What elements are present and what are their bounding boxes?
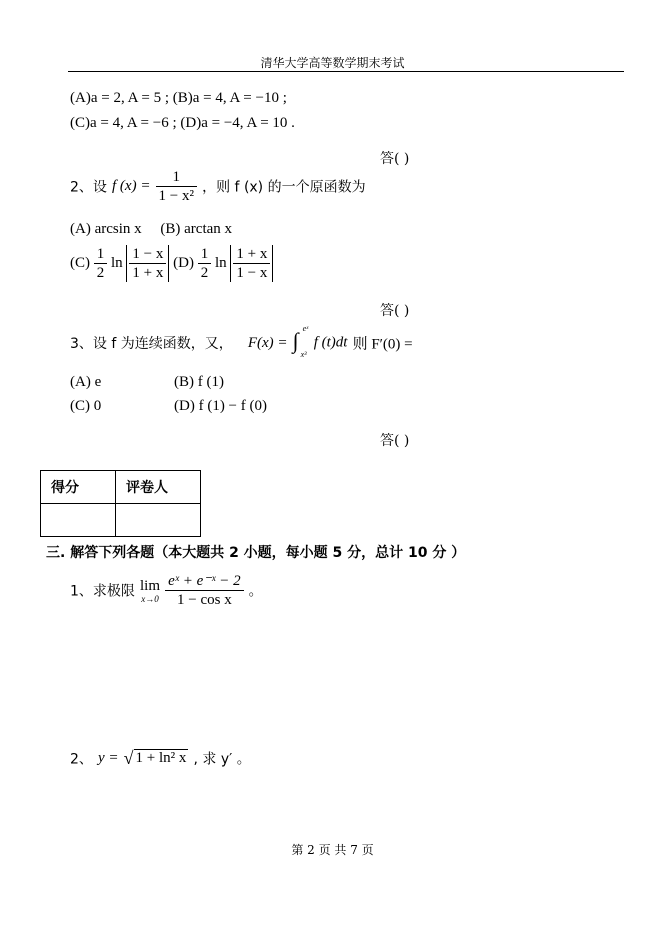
q3-answer-blank: 答( ) <box>380 433 410 449</box>
problem-1-fraction <box>165 572 243 609</box>
q2-frac-c-den: 1 + x <box>132 265 164 281</box>
problem-2 <box>70 748 251 772</box>
score-cell[interactable] <box>41 504 116 537</box>
q3-option-c: (C) 0 <box>70 398 102 414</box>
q2-option-b: (B) arctan x <box>160 221 233 237</box>
q2-denominator: 1 − x² <box>158 188 195 204</box>
problem-1-numerator: eˣ + e⁻ˣ − 2 <box>165 572 243 591</box>
q3-integrand: f (t)dt <box>313 334 348 351</box>
problem-1-lim: lim <box>140 577 161 594</box>
q2-stem <box>70 168 366 214</box>
score-header: 得分 <box>41 471 116 504</box>
problem-2-y: y = <box>98 750 119 766</box>
q2-prefix: 2、设 <box>70 179 107 196</box>
problem-1-limit <box>140 578 160 604</box>
problem-2-prefix: 2、 <box>70 751 93 768</box>
grader-cell[interactable] <box>116 504 201 537</box>
problem-1-prefix: 1、求极限 <box>70 583 135 600</box>
problem-1-end: 。 <box>248 583 263 600</box>
section-3-heading: 三. 解答下列各题（本大题共 2 小题，每小题 5 分，总计 10 分 ） <box>46 545 466 561</box>
page-header-title: 清华大学高等数学期末考试 <box>260 56 405 70</box>
q2-option-c-label: (C) <box>70 255 90 271</box>
q2-options-ab <box>70 221 232 238</box>
q2-half-c-den: 2 <box>96 265 105 281</box>
q2-half-c <box>94 245 108 282</box>
q2-half-d-num: 1 <box>198 245 212 264</box>
q3-upper-limit: eˣ <box>302 324 309 333</box>
problem-2-suffix: , 求 y′ 。 <box>193 751 251 768</box>
q3-lower-limit: x³ <box>300 350 307 359</box>
q3-option-b: (B) f (1) <box>174 374 224 390</box>
q2-abs-d <box>230 245 273 282</box>
q2-fraction <box>156 168 197 205</box>
q3-integral <box>292 324 309 359</box>
q2-abs-c <box>126 245 169 282</box>
q2-option-a: (A) arcsin x <box>70 221 142 237</box>
q2-ln-c: ln <box>111 255 123 271</box>
q2-frac-d <box>233 245 270 282</box>
page-number: 第 2 页 共 7 页 <box>291 843 374 857</box>
q2-frac-c <box>129 245 166 282</box>
q2-half-d-den: 2 <box>200 265 209 281</box>
header-rule <box>68 71 624 72</box>
q2-suffix: ，则 f (x) 的一个原函数为 <box>202 179 366 196</box>
q2-numerator: 1 <box>156 168 197 187</box>
q2-ln-d: ln <box>214 255 227 271</box>
score-table <box>40 470 201 537</box>
q3-then: 则 F′(0) = <box>352 336 413 353</box>
q1-options-line2: (C)a = 4, A = −6 ; (D)a = −4, A = 10 . <box>70 115 295 131</box>
q3-prefix: 3、设 f 为连续函数，又， <box>70 336 233 352</box>
q1-options-line1: (A)a = 2, A = 5 ; (B)a = 4, A = −10 ; <box>70 90 287 106</box>
grader-header: 评卷人 <box>116 471 201 504</box>
integral-sign-icon: ∫ <box>292 328 299 353</box>
q2-option-d-label: (D) <box>173 255 194 271</box>
q3-option-d: (D) f (1) − f (0) <box>174 398 268 414</box>
q2-frac-d-num: 1 + x <box>233 245 270 264</box>
q2-options-cd <box>70 245 273 287</box>
q2-frac-c-num: 1 − x <box>129 245 166 264</box>
problem-1 <box>70 572 263 616</box>
problem-1-lim-sub: x→0 <box>141 593 159 604</box>
q3-stem <box>70 324 413 360</box>
q1-answer-blank: 答( ) <box>380 151 410 167</box>
sqrt-icon: √ <box>123 748 134 768</box>
q2-answer-blank: 答( ) <box>380 303 410 319</box>
problem-1-denominator: 1 − cos x <box>176 592 232 608</box>
q2-half-c-num: 1 <box>94 245 108 264</box>
q3-option-a: (A) e <box>70 374 102 390</box>
q2-frac-d-den: 1 − x <box>236 265 268 281</box>
q2-fx: f (x) = <box>112 178 151 194</box>
q2-half-d <box>198 245 212 282</box>
problem-2-radicand: 1 + ln² x <box>135 750 187 766</box>
q3-Fx: F(x) = <box>247 334 288 351</box>
